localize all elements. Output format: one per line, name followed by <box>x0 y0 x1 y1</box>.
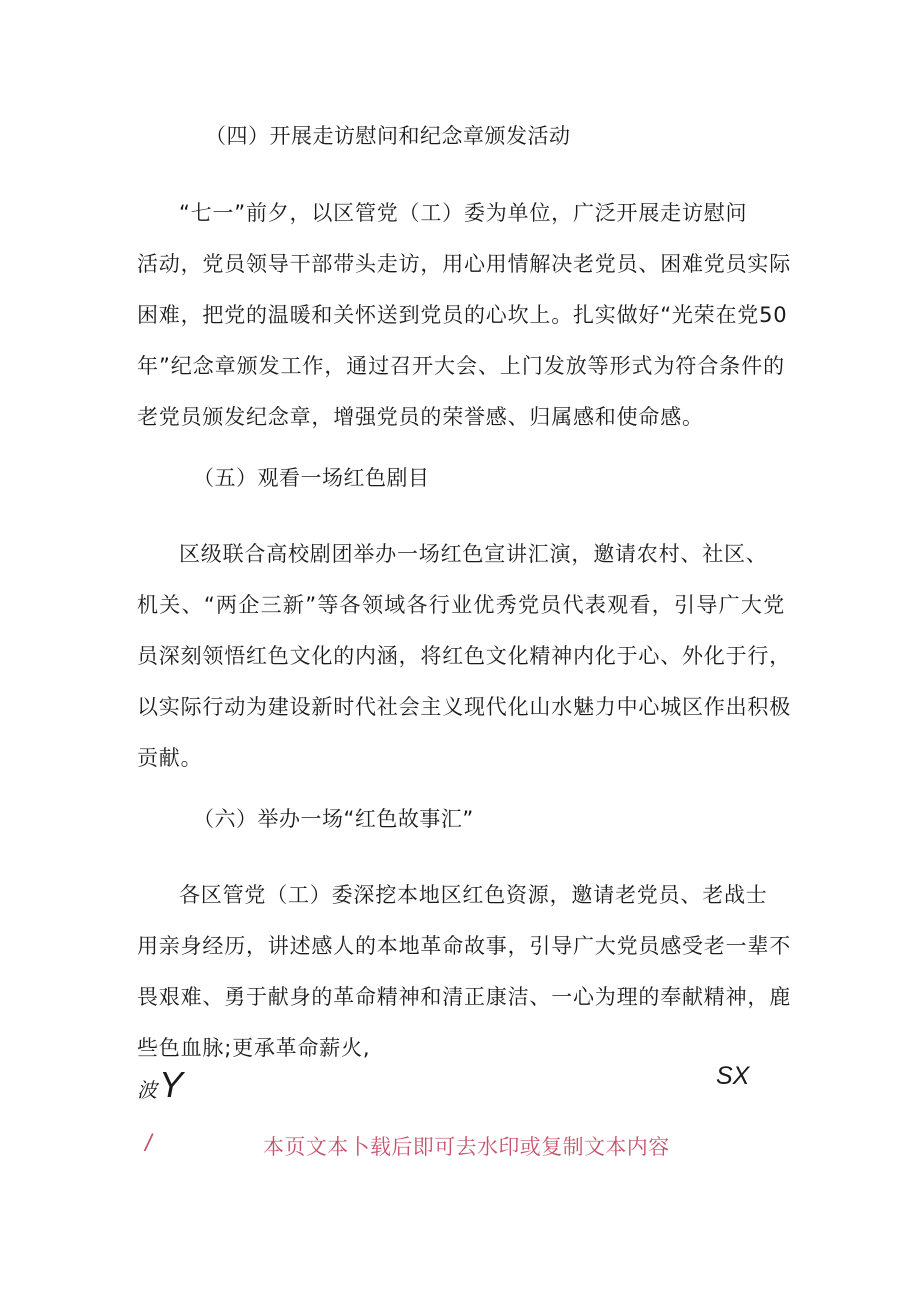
paragraph-line: 区级联合高校剧团举办一场红色宣讲汇演，邀请农村、社区、 <box>179 542 768 566</box>
paragraph-line: “七一”前夕，以区管党（工）委为单位，广泛开展走访慰问 <box>179 201 748 225</box>
paragraph-line: 用亲身经历，讲述感人的本地革命故事，引导广大党员感受老一辈不 <box>137 934 791 958</box>
footer-ocr-artifact-left <box>137 1064 183 1106</box>
paragraph-line: 员深刻领悟红色文化的内涵，将红色文化精神内化于心、外化于行， <box>137 644 791 668</box>
section-heading-4: （四）开展走访慰问和纪念章颁发活动 <box>205 124 571 148</box>
watermark-text: 本页文本卜载后即可去水印或复制文本内容 <box>263 1135 670 1159</box>
paragraph-line: 些色血脉;更承革命薪火, <box>137 1036 371 1060</box>
paragraph-line: 机关、“两企三新”等各领域各行业优秀党员代表观看，引导广大党 <box>137 593 785 617</box>
paragraph-6 <box>137 870 791 1074</box>
paragraph-line: 贡献。 <box>137 746 203 770</box>
paragraph-line: 年”纪念章颁发工作，通过召开大会、上门发放等形式为符合条件的 <box>137 354 785 378</box>
paragraph-line: 各区管党（工）委深挖本地区红色资源，邀请老党员、老战士 <box>179 883 768 907</box>
paragraph-line: 活动，党员领导干部带头走访，用心用情解决老党员、困难党员实际 <box>137 252 791 276</box>
watermark-slash: / <box>145 1130 152 1157</box>
footer-small-glyph: 波 <box>137 1078 157 1102</box>
footer-big-glyph: Y <box>159 1064 184 1105</box>
paragraph-4 <box>137 188 791 443</box>
paragraph-line: 畏艰难、勇于献身的革命精神和清正康洁、一心为理的奉献精神，鹿 <box>137 985 791 1009</box>
section-heading-5: （五）观看一场红色剧目 <box>193 466 430 490</box>
paragraph-5 <box>137 529 791 784</box>
paragraph-line: 以实际行动为建设新时代社会主义现代化山水魅力中心城区作出积极 <box>137 695 791 719</box>
paragraph-line: 老党员颁发纪念章，增强党员的荣誉感、归属感和使命感。 <box>137 405 704 429</box>
section-heading-6: （六）举办一场“红色故事汇” <box>193 807 474 831</box>
paragraph-line: 困难，把党的温暖和关怀送到党员的心坎上。扎实做好“光荣在党50 <box>137 303 788 327</box>
footer-ocr-artifact-right: SX <box>716 1062 750 1090</box>
